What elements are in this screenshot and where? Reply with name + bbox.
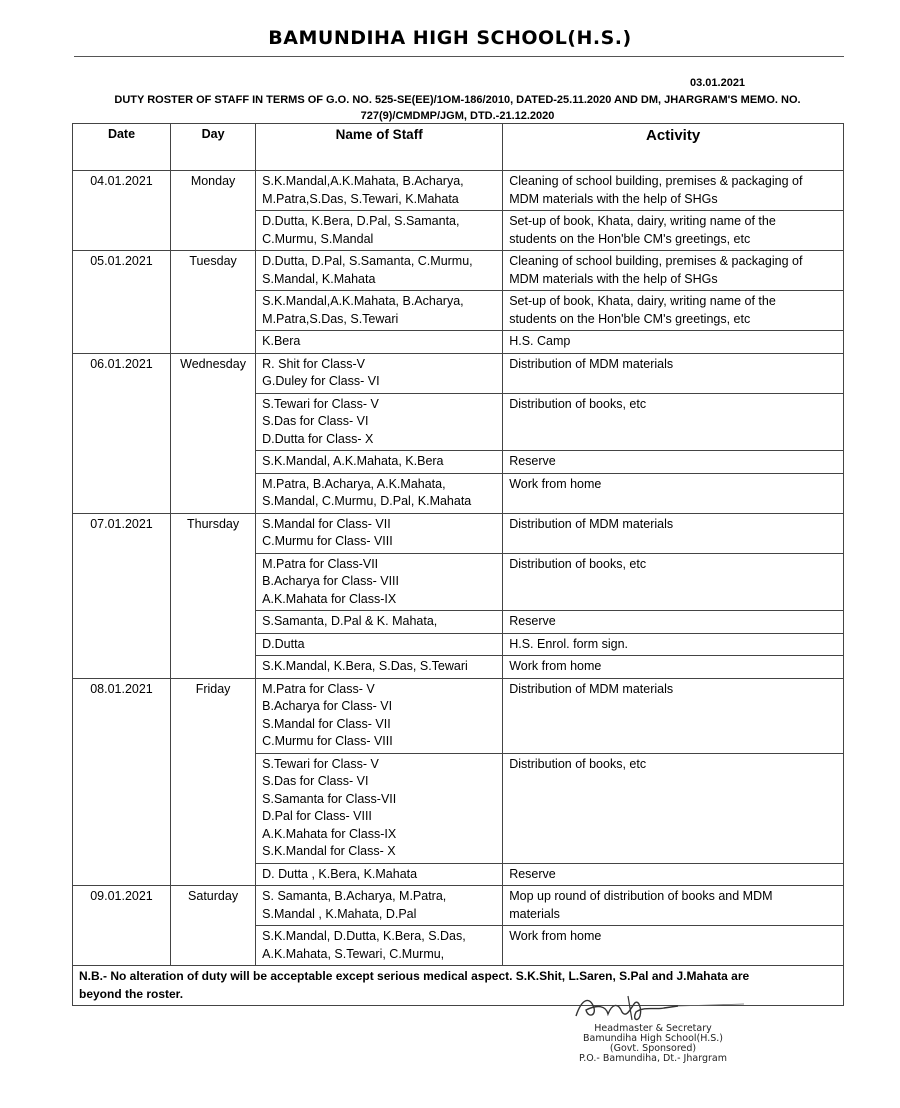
staff-cell [256,678,503,753]
header-staff: Name of Staff [256,124,503,171]
staff-cell [256,656,503,679]
activity-line: Distribution of MDM materials [509,516,674,531]
staff-cell [256,926,503,966]
staff-name-line: S.Tewari for Class- V [262,756,379,771]
staff-name-line: S.K.Mandal for Class- X [262,844,396,858]
staff-name-line: B.Acharya for Class- VI [262,699,393,713]
activity-line: students on the Hon'ble CM's greetings, etc [509,231,751,246]
stamp-line: P.O.- Bamundiha, Dt.- Jhargram [579,1053,727,1064]
staff-name-line: S.Mandal for Class- VII [262,716,391,731]
roster-body [73,171,844,966]
staff-name-line: S.K.Mandal, K.Bera, S.Das, S.Tewari [262,659,468,673]
staff-name-line: S.Samanta, D.Pal & K. Mahata, [262,614,438,628]
staff-name-line: A.K.Mahata, S.Tewari, C.Murmu, [262,946,445,961]
activity-cell [503,451,844,474]
activity-cell [503,656,844,679]
staff-name-line: S.Tewari for Class- V [262,396,379,411]
activity-line: Cleaning of school building, premises & packaging of [509,174,803,188]
staff-cell [256,753,503,863]
staff-cell [256,451,503,474]
table-row [73,678,844,753]
stamp-line: Headmaster & Secretary [594,1023,712,1034]
school-name: BAMUNDIHA HIGH SCHOOL(H.S.) [268,27,632,49]
staff-cell [256,553,503,611]
activity-cell [503,473,844,513]
activity-cell [503,611,844,634]
activity-line: materials [509,906,560,921]
staff-name-line: G.Duley for Class- VI [262,374,380,388]
table-row [73,886,844,926]
activity-cell [503,926,844,966]
day-cell: Tuesday [170,251,255,354]
date-cell: 06.01.2021 [73,353,171,513]
signature-scribble-icon [568,990,748,1026]
table-header-row [73,124,844,171]
activity-line: Cleaning of school building, premises & packaging of [509,254,803,268]
staff-name-line: S. Samanta, B.Acharya, M.Patra, [262,889,447,903]
activity-line: students on the Hon'ble CM's greetings, etc [509,311,751,326]
activity-line: Reserve [509,454,556,468]
table-row [73,251,844,291]
activity-line: Mop up round of distribution of books and MDM [509,889,773,903]
table-row [73,171,844,211]
activity-line: Distribution of MDM materials [509,356,674,371]
header-day: Day [170,124,255,171]
activity-cell [503,353,844,393]
activity-line: Set-up of book, Khata, dairy, writing name of the [509,214,776,228]
day-cell: Wednesday [170,353,255,513]
staff-name-line: S.K.Mandal,A.K.Mahata, B.Acharya, [262,174,464,188]
date-cell: 08.01.2021 [73,678,171,886]
staff-name-line: S.Das for Class- VI [262,414,369,428]
headmaster-signature [548,990,758,1100]
signature-stamp [548,1024,758,1064]
header-date: Date [73,124,171,171]
staff-cell [256,473,503,513]
date-cell: 07.01.2021 [73,513,171,678]
stamp-line: (Govt. Sponsored) [609,1043,697,1054]
staff-name-line: M.Patra,S.Das, S.Tewari, K.Mahata [262,191,459,206]
staff-cell [256,353,503,393]
title-underline [74,56,844,57]
staff-cell [256,331,503,354]
activity-cell [503,513,844,553]
activity-line: Set-up of book, Khata, dairy, writing name of the [509,294,776,308]
activity-line: Work from home [509,929,602,943]
staff-name-line: S.K.Mandal, D.Dutta, K.Bera, S.Das, [262,929,466,943]
staff-name-line: D.Pal for Class- VIII [262,809,372,823]
staff-name-line: S.Mandal , K.Mahata, D.Pal [262,906,417,921]
staff-name-line: S.K.Mandal,A.K.Mahata, B.Acharya, [262,294,464,308]
staff-cell [256,886,503,926]
day-cell: Friday [170,678,255,886]
activity-cell [503,331,844,354]
staff-name-line: S.K.Mandal, A.K.Mahata, K.Bera [262,454,444,468]
staff-cell [256,513,503,553]
staff-name-line: D.Dutta [262,636,305,651]
document-date: 03.01.2021 [690,77,746,89]
roster-title: DUTY ROSTER OF STAFF IN TERMS OF G.O. NO. 525-SE(EE)/1OM-186/2010, DATED-25.11.2020 AND DM, JHARGRAM'S MEMO. NO. 727(9)/CMDMP/JGM, DTD.-21.12.2020 [114,94,801,122]
staff-name-line: M.Patra, B.Acharya, A.K.Mahata, [262,476,446,491]
activity-cell [503,171,844,211]
stamp-line: Bamundiha High School(H.S.) [582,1033,724,1044]
staff-cell [256,633,503,656]
staff-name-line: C.Murmu for Class- VIII [262,734,393,748]
activity-line: Distribution of books, etc [509,756,647,771]
activity-cell [503,633,844,656]
staff-name-line: D.Dutta for Class- X [262,431,374,446]
table-row [73,513,844,553]
staff-name-line: C.Murmu, S.Mandal [262,231,374,246]
activity-cell [503,753,844,863]
staff-name-line: B.Acharya for Class- VIII [262,574,400,588]
staff-name-line: D.Dutta, K.Bera, D.Pal, S.Samanta, [262,214,460,228]
staff-name-line: C.Murmu for Class- VIII [262,534,393,548]
activity-line: Distribution of MDM materials [509,681,674,696]
staff-name-line: M.Patra for Class- V [262,681,375,696]
activity-line: Reserve [509,866,556,881]
activity-cell [503,553,844,611]
staff-cell [256,393,503,451]
staff-name-line: A.K.Mahata for Class-IX [262,826,397,841]
activity-line: MDM materials with the help of SHGs [509,191,718,206]
staff-name-line: D. Dutta , K.Bera, K.Mahata [262,866,418,881]
activity-cell [503,211,844,251]
staff-name-line: S.Samanta for Class-VII [262,791,397,806]
staff-name-line: S.Das for Class- VI [262,774,369,788]
activity-line: Work from home [509,476,602,491]
staff-name-line: S.Mandal, C.Murmu, D.Pal, K.Mahata [262,494,472,508]
day-cell: Monday [170,171,255,251]
activity-line: Work from home [509,659,602,673]
activity-line: MDM materials with the help of SHGs [509,271,718,286]
staff-name-line: M.Patra,S.Das, S.Tewari [262,311,399,326]
note-line: N.B.- No alteration of duty will be acceptable except serious medical aspect. S.K.Shit, L.Saren, S.Pal and J.Mahata are [79,969,750,983]
table-row [73,353,844,393]
note-line: beyond the roster. [79,986,184,1001]
staff-cell [256,251,503,291]
date-cell: 05.01.2021 [73,251,171,354]
day-cell: Thursday [170,513,255,678]
activity-line: H.S. Camp [509,334,571,348]
day-cell: Saturday [170,886,255,966]
header-activity: Activity [503,124,844,171]
activity-cell [503,678,844,753]
staff-name-line: K.Bera [262,334,301,348]
activity-cell [503,886,844,926]
staff-name-line: M.Patra for Class-VII [262,556,379,571]
activity-cell [503,291,844,331]
staff-cell [256,171,503,211]
staff-cell [256,611,503,634]
activity-cell [503,863,844,886]
activity-cell [503,251,844,291]
activity-cell [503,393,844,451]
staff-name-line: S.Mandal for Class- VII [262,516,391,531]
date-cell: 04.01.2021 [73,171,171,251]
staff-name-line: S.Mandal, K.Mahata [262,271,376,286]
activity-line: Distribution of books, etc [509,556,647,571]
activity-line: Distribution of books, etc [509,396,647,411]
staff-cell [256,211,503,251]
staff-cell [256,863,503,886]
date-cell: 09.01.2021 [73,886,171,966]
duty-roster-table [72,123,844,1006]
activity-line: H.S. Enrol. form sign. [509,636,628,651]
staff-name-line: D.Dutta, D.Pal, S.Samanta, C.Murmu, [262,254,473,268]
staff-cell [256,291,503,331]
staff-name-line: R. Shit for Class-V [262,356,365,371]
activity-line: Reserve [509,614,556,628]
staff-name-line: A.K.Mahata for Class-IX [262,591,397,606]
